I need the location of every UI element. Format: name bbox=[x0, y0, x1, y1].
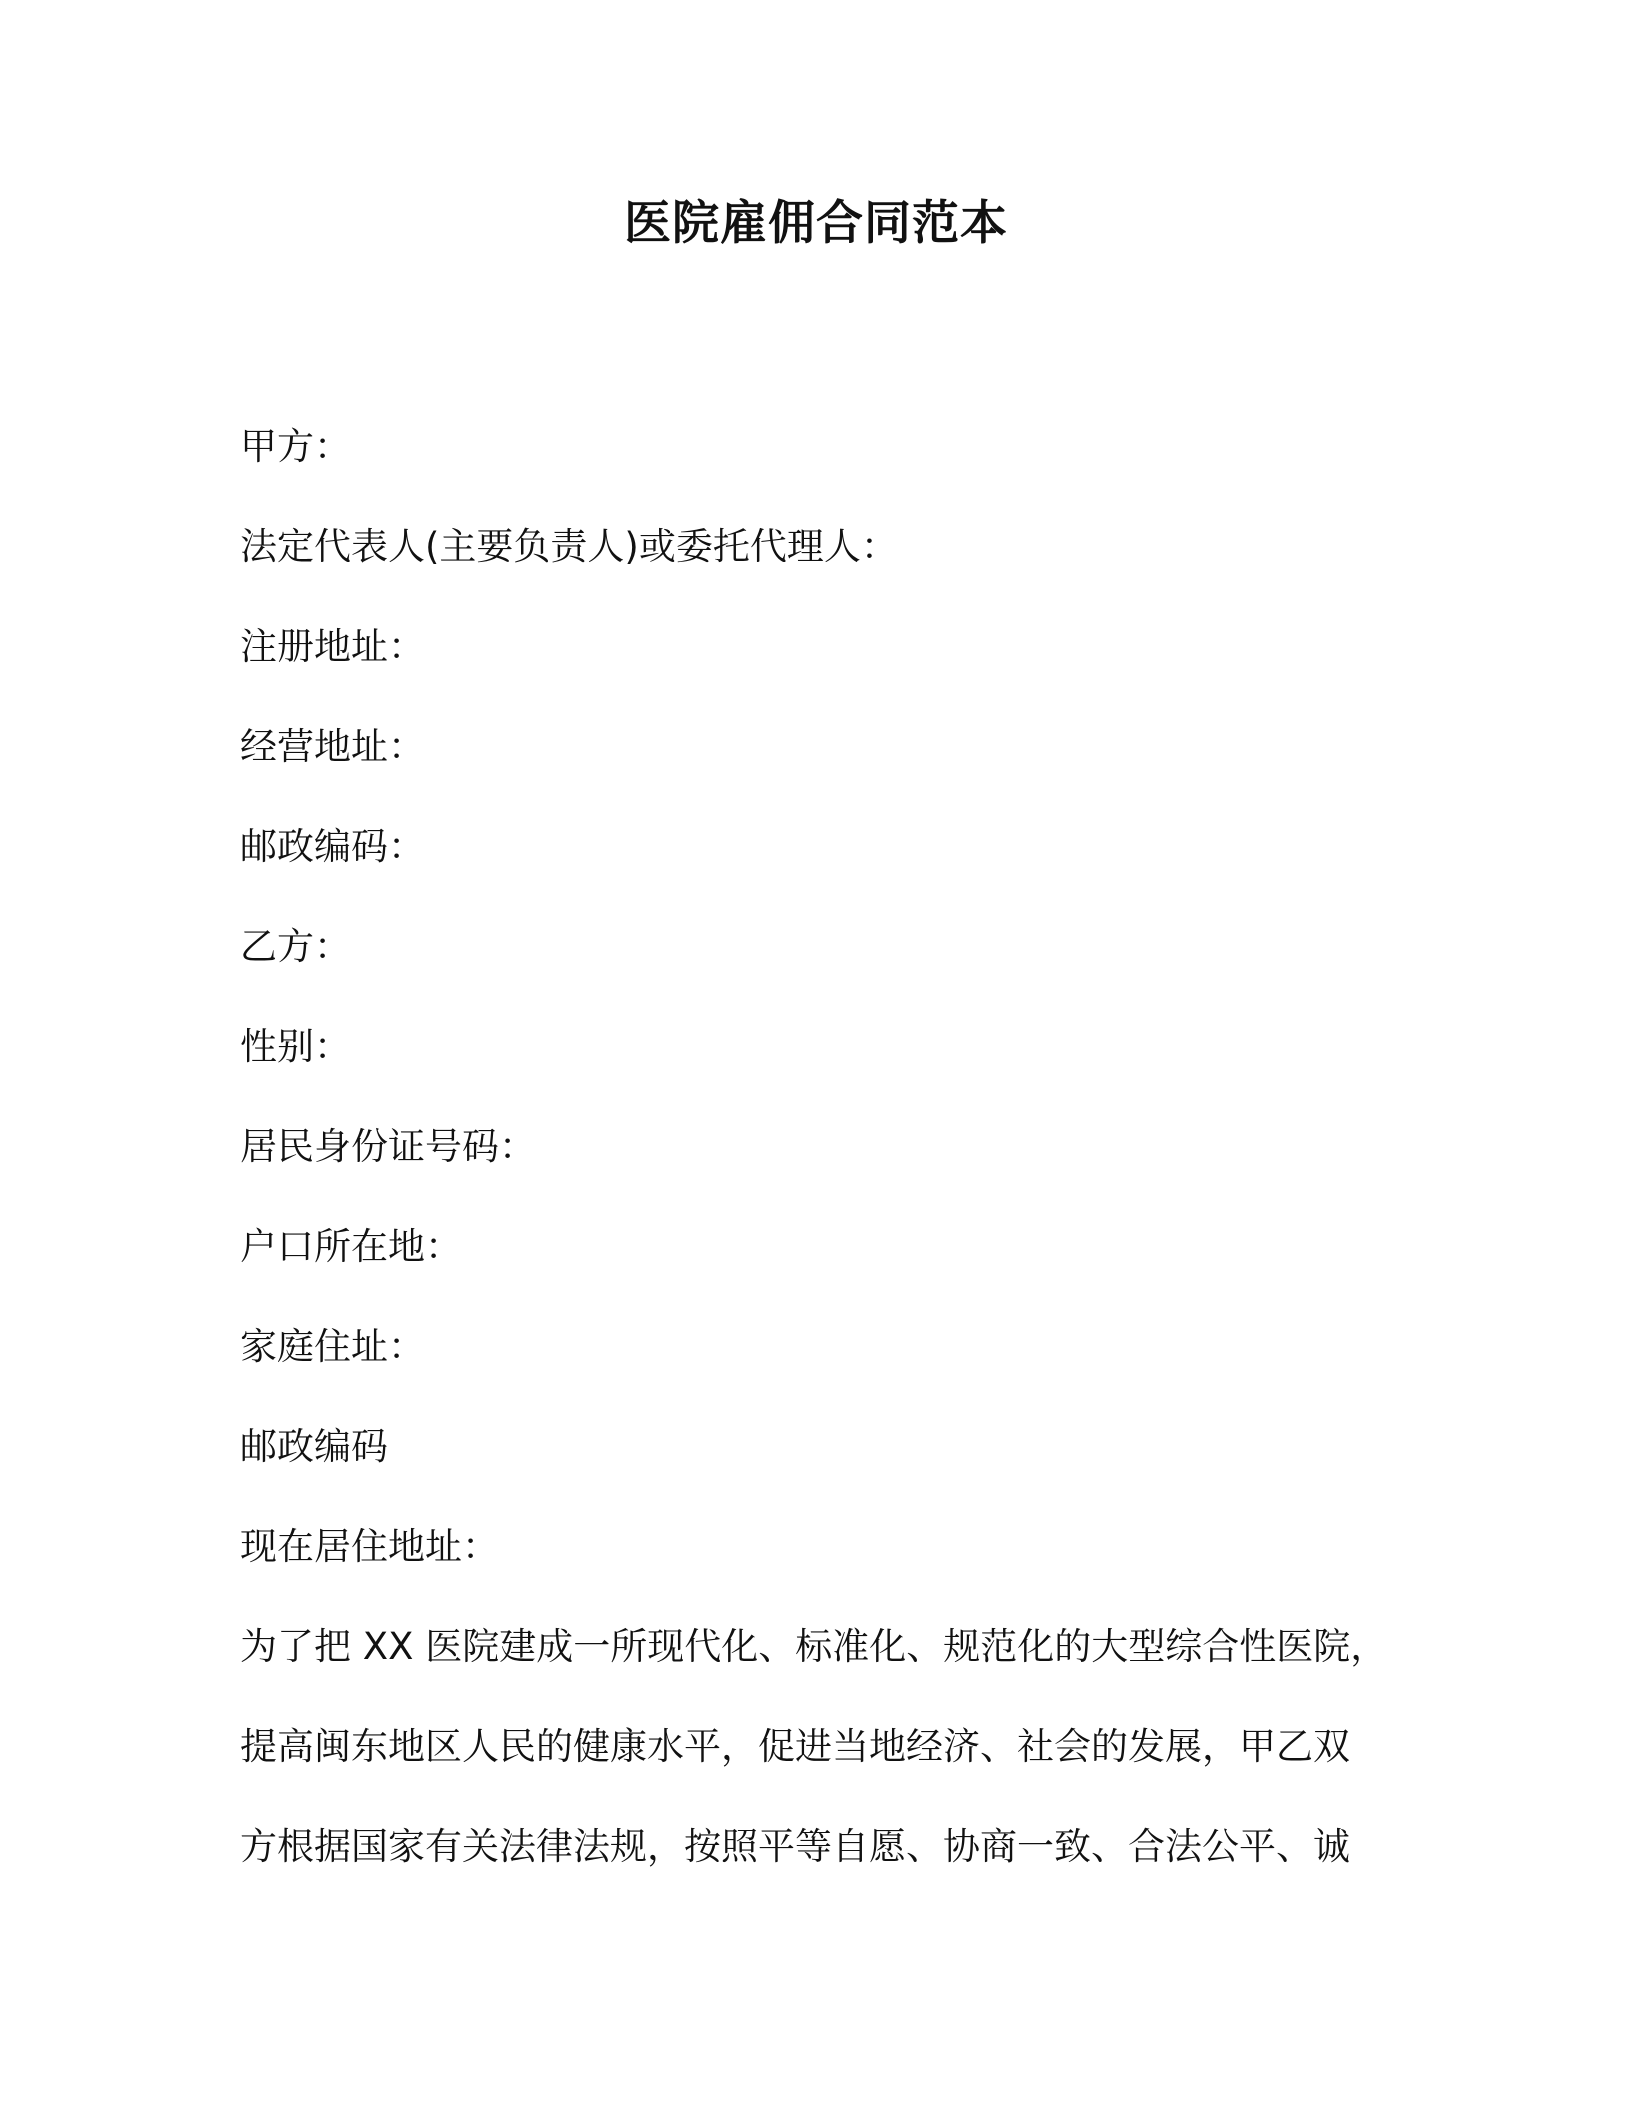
field-postal-code-a: 邮政编码： bbox=[240, 825, 425, 868]
document-title: 医院雇佣合同范本 bbox=[624, 196, 1008, 251]
field-home-address: 家庭住址： bbox=[240, 1325, 425, 1368]
field-postal-code-b: 邮政编码 bbox=[240, 1425, 388, 1468]
paragraph-line: 方根据国家有关法律法规，按照平等自愿、协商一致、合法公平、诚 bbox=[240, 1825, 1350, 1868]
paragraph-line: 提高闽东地区人民的健康水平，促进当地经济、社会的发展，甲乙双 bbox=[240, 1725, 1350, 1768]
field-business-address: 经营地址： bbox=[240, 725, 425, 768]
field-party-a: 甲方： bbox=[240, 425, 351, 468]
field-gender: 性别： bbox=[240, 1025, 351, 1068]
field-household-registration: 户口所在地： bbox=[240, 1225, 462, 1268]
paragraph-line: 为了把 XX 医院建成一所现代化、标准化、规范化的大型综合性医院， bbox=[240, 1625, 1388, 1668]
field-current-address: 现在居住地址： bbox=[240, 1525, 499, 1568]
field-id-number: 居民身份证号码： bbox=[240, 1125, 536, 1168]
field-legal-representative: 法定代表人(主要负责人)或委托代理人： bbox=[240, 525, 898, 568]
field-party-b: 乙方： bbox=[240, 925, 351, 968]
field-registered-address: 注册地址： bbox=[240, 625, 425, 668]
